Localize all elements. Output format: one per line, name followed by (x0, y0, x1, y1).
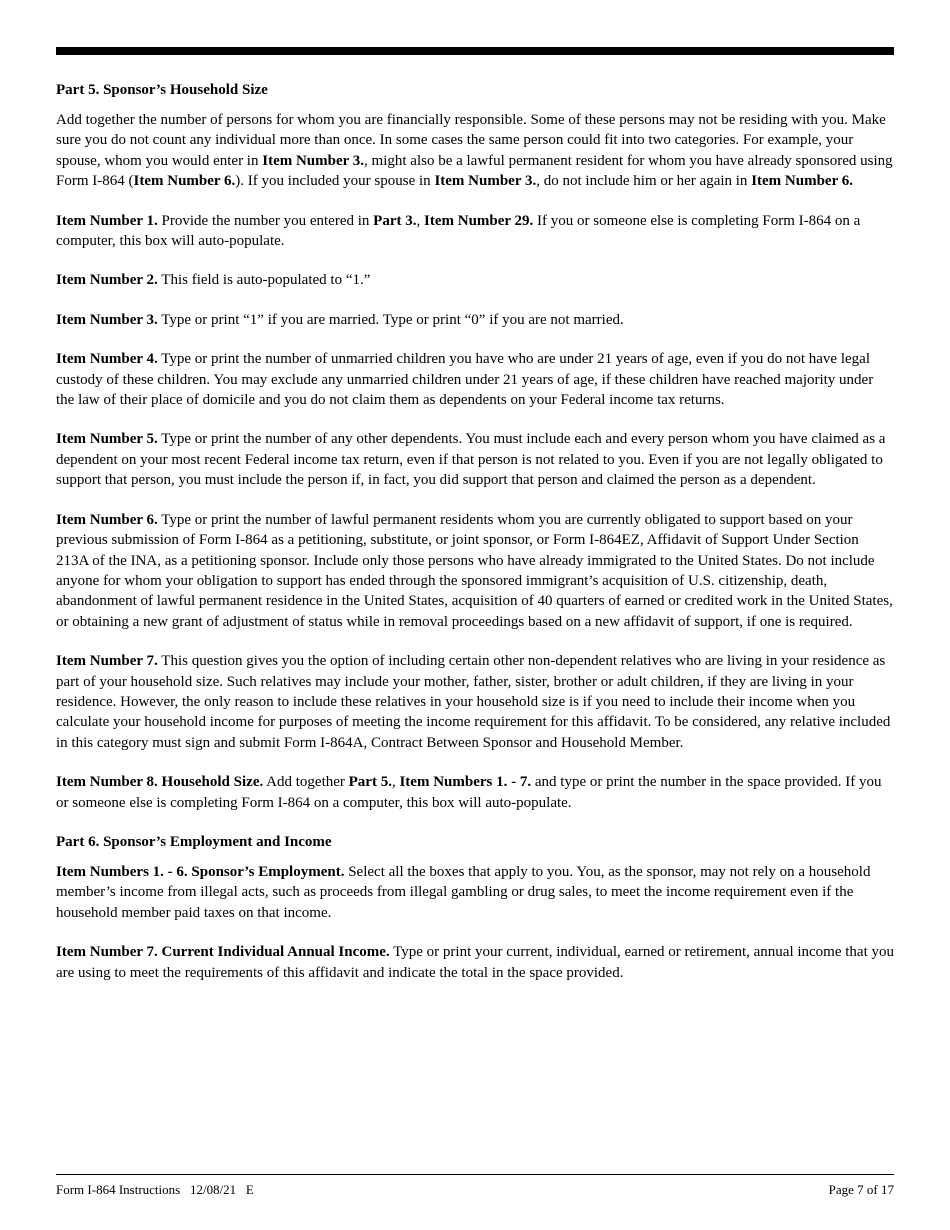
bold-text: Item Number 4. (56, 351, 158, 368)
body-text: Select all the boxes that apply to you. You, as the sponsor, may not rely on a household member’s income from illegal acts, such as proceeds from illegal gambling or drug sales, to meet the income requirement even if the household member paid taxes on that income. (56, 863, 871, 921)
footer-page-number: Page 7 of 17 (828, 1182, 894, 1197)
body-text: , do not include him or her again in (536, 173, 752, 190)
bold-text: Item Number 29. (424, 212, 534, 229)
bold-text: Item Number 5. (56, 431, 158, 448)
bold-text: Item Number 3. (262, 152, 365, 169)
footer-form-id: Form I-864 Instructions 12/08/21 E (56, 1182, 254, 1197)
page-content (56, 80, 894, 983)
part5-item-2 (56, 270, 894, 290)
bold-text: Item Numbers 1. - 6. Sponsor’s Employment. (56, 863, 345, 880)
part5-item-4 (56, 349, 894, 410)
bold-text: Item Number 7. (56, 653, 158, 670)
body-text: Type or print the number of unmarried children you have who are under 21 years of age, even if you do not have legal custody of these children. You may exclude any unmarried children under 21 years of age, if these children have reached majority under the law of their place of domicile and you do not claim them as dependents on your Federal income tax returns. (56, 351, 874, 409)
part6-item-7 (56, 942, 894, 983)
part5-intro (56, 110, 894, 192)
header-rule (56, 47, 894, 55)
part6-heading: Part 6. Sponsor’s Employment and Income (56, 833, 332, 850)
body-text: Type or print the number of any other dependents. You must include each and every person whom you have claimed as a dependent on your most recent Federal income tax return, even if that person is not related to you. Even if you are not legally obligated to support that person, you must include the person if, in fact, you did support that person and claimed the person as a dependent. (56, 431, 886, 489)
part5-item-7 (56, 651, 894, 753)
bold-text: Item Numbers 1. - 7. (399, 774, 532, 791)
bold-text: Part 5. (348, 774, 392, 791)
body-text: This question gives you the option of including certain other non-dependent relatives who are living in your residence as part of your household size. Such relatives may include your mother, father, sister, brother or adult children, if they are living in your residence. However, the only reason to include these relatives in your household size is if you need to include their income when you calculate your household income for purposes of meeting the income requirement for this affidavit. To be considered, any relative included in this category must sign and submit Form I-864A, Contract Between Sponsor and Household Member. (56, 653, 891, 751)
bold-text: Item Number 1. (56, 212, 158, 229)
body-text: Type or print the number of lawful permanent residents whom you are currently obligated to support based on your previous submission of Form I-864 as a petitioning, substitute, or joint sponsor, or Form I-864EZ, Affidavit of Support Under Section 213A of the INA, as a petitioning sponsor. Include only those persons who have already immigrated to the United States. Do not include anyone for whom your obligation to support has ended through the sponsored immigrant’s acquisition of U.S. citizenship, death, abandonment of lawful permanent residence in the United States, acquisition of 40 quarters of earned or credited work in the United States, or obtaining a new grant of adjustment of status while in removal proceedings based on a new affidavit of support, if one is required. (56, 511, 893, 630)
part5-item-8 (56, 772, 894, 813)
body-text: This field is auto-populated to “1.” (157, 272, 371, 289)
part5-heading: Part 5. Sponsor’s Household Size (56, 82, 268, 98)
bold-text: Item Number 3. (56, 311, 158, 328)
body-text: and type or print the number in the space provided. If you or someone else is completing Form I-864 on a computer, this box will auto-populate. (56, 774, 882, 811)
body-text: ). If you included your spouse in (235, 173, 435, 190)
part5-item-1 (56, 211, 894, 252)
bold-text: Part 3. (373, 212, 417, 229)
body-text: Type or print your current, individual, earned or retirement, annual income that you are using to meet the requirements of this affidavit and indicate the total in the space provided. (56, 944, 895, 981)
bold-text: Item Number 2. (56, 272, 158, 289)
body-text: Add together the number of persons for whom you are financially responsible. Some of these persons may not be residing with you. Make sure you do not count any individual more than once. In some cases the same person could fit into two categories. For example, your spouse, whom you would enter in (56, 112, 886, 169)
part5-item-3 (56, 310, 894, 330)
part6-item-1-6 (56, 862, 894, 923)
bold-text: Item Number 8. Household Size. (56, 774, 264, 791)
bold-text: Item Number 7. Current Individual Annual Income. (56, 944, 390, 961)
body-text: Type or print “1” if you are married. Type or print “0” if you are not married. (157, 311, 624, 328)
part5-item-5 (56, 429, 894, 490)
body-text: , might also be a lawful permanent resident for whom you have already sponsored using Form I-864 ( (56, 152, 893, 190)
footer-rule (56, 1174, 894, 1175)
body-text: If you or someone else is completing Form I-864 on a computer, this box will auto-populate. (56, 212, 861, 250)
bold-text: Item Number 3. (434, 173, 537, 190)
bold-text: Item Number 6. (133, 173, 236, 190)
body-text: Add together (263, 774, 349, 791)
body-text: Provide the number you entered in (157, 212, 374, 229)
part5-item-6 (56, 510, 894, 632)
body-text: , (416, 212, 424, 229)
bold-text: Item Number 6. (751, 173, 853, 190)
body-text: , (391, 774, 400, 791)
bold-text: Item Number 6. (56, 511, 158, 528)
